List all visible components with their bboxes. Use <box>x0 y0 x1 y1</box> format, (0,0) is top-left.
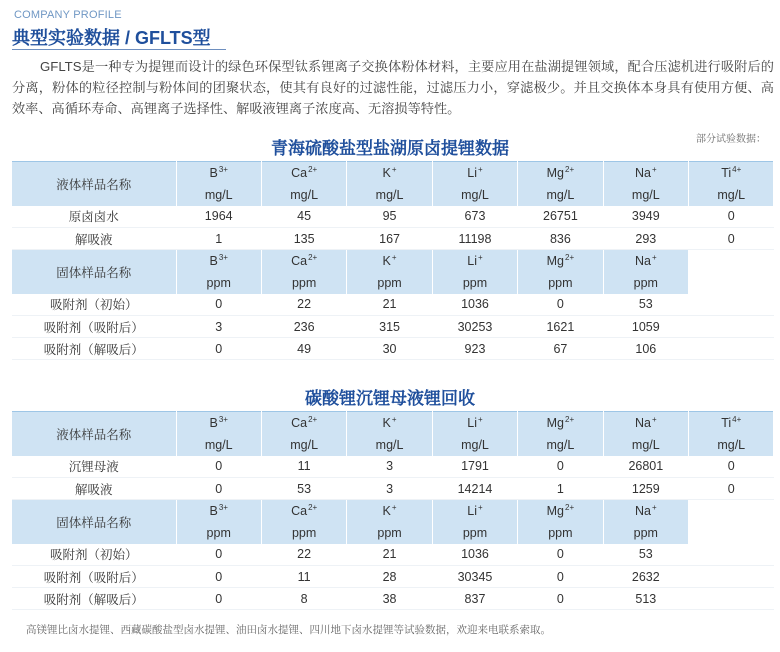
sample-name: 吸附剂（吸附后） <box>12 566 176 588</box>
ion-header <box>261 412 346 434</box>
ion-symbol: K <box>382 253 391 268</box>
company-profile-label: COMPANY PROFILE <box>14 9 122 21</box>
value-cell: 26801 <box>603 456 688 478</box>
ion-charge: 3+ <box>218 252 228 262</box>
sample-name: 吸附剂（解吸后） <box>12 338 176 360</box>
value-cell: 513 <box>603 588 688 610</box>
unit-cell: mg/L <box>603 184 688 206</box>
value-cell: 3949 <box>603 206 688 228</box>
unit-cell: ppm <box>518 272 603 294</box>
ion-header <box>176 412 261 434</box>
value-cell: 1621 <box>518 316 603 338</box>
liquid-data-row <box>12 228 774 250</box>
solid-data-row <box>12 338 774 360</box>
sample-name: 吸附剂（吸附后） <box>12 316 176 338</box>
ion-symbol: Na <box>634 415 651 430</box>
value-cell: 30 <box>347 338 432 360</box>
value-cell: 293 <box>603 228 688 250</box>
ion-header <box>518 250 603 272</box>
value-cell: 837 <box>432 588 517 610</box>
value-cell: 3 <box>347 478 432 500</box>
empty-cell <box>689 588 774 610</box>
ion-symbol: Ca <box>291 165 308 180</box>
ion-header <box>347 250 432 272</box>
ion-header <box>432 250 517 272</box>
value-cell: 0 <box>518 544 603 566</box>
value-cell: 0 <box>176 544 261 566</box>
ion-symbol: Mg <box>546 253 565 268</box>
solid-ion-row <box>12 500 774 522</box>
ion-symbol: K <box>382 415 391 430</box>
value-cell: 49 <box>261 338 346 360</box>
ion-header <box>176 162 261 184</box>
value-cell: 135 <box>261 228 346 250</box>
value-cell: 0 <box>689 456 774 478</box>
unit-cell: mg/L <box>603 434 688 456</box>
ion-symbol: K <box>382 165 391 180</box>
ion-symbol: Li <box>467 253 477 268</box>
section2-title: 碳酸锂沉锂母液锂回收 <box>305 389 475 408</box>
ion-header <box>518 500 603 522</box>
empty-cell <box>689 566 774 588</box>
value-cell: 0 <box>176 566 261 588</box>
solid-data-row <box>12 316 774 338</box>
ion-charge: + <box>651 414 657 424</box>
value-cell: 30345 <box>432 566 517 588</box>
ion-charge: + <box>391 414 397 424</box>
liquid-data-row <box>12 206 774 228</box>
empty-cell <box>689 294 774 316</box>
ion-header <box>261 162 346 184</box>
ion-charge: 2+ <box>565 502 575 512</box>
ion-symbol: B <box>209 253 218 268</box>
ion-symbol: B <box>209 165 218 180</box>
value-cell: 1259 <box>603 478 688 500</box>
ion-symbol: Mg <box>546 415 565 430</box>
value-cell: 1036 <box>432 294 517 316</box>
value-cell: 21 <box>347 294 432 316</box>
unit-cell: ppm <box>603 522 688 544</box>
sample-name: 吸附剂（初始） <box>12 294 176 316</box>
ion-header <box>603 412 688 434</box>
value-cell: 22 <box>261 294 346 316</box>
liquid-sample-name-header: 液体样品名称 <box>12 412 176 456</box>
unit-cell: mg/L <box>689 184 774 206</box>
unit-cell: mg/L <box>518 434 603 456</box>
ion-charge: 2+ <box>565 414 575 424</box>
ion-symbol: B <box>209 415 218 430</box>
ion-symbol: Ca <box>291 503 308 518</box>
ion-charge: 2+ <box>565 252 575 262</box>
value-cell: 0 <box>518 566 603 588</box>
ion-symbol: Ca <box>291 253 308 268</box>
empty-cell <box>689 544 774 566</box>
solid-data-row <box>12 588 774 610</box>
unit-cell: mg/L <box>432 184 517 206</box>
ion-charge: + <box>478 502 483 512</box>
solid-ion-row <box>12 250 774 272</box>
unit-cell: mg/L <box>261 184 346 206</box>
ion-header <box>432 162 517 184</box>
unit-cell: mg/L <box>518 184 603 206</box>
value-cell: 28 <box>347 566 432 588</box>
solid-data-row <box>12 294 774 316</box>
unit-cell: ppm <box>261 272 346 294</box>
value-cell: 45 <box>261 206 346 228</box>
ion-symbol: Na <box>634 503 651 518</box>
ion-charge: + <box>391 502 397 512</box>
solid-data-row <box>12 544 774 566</box>
ion-header <box>347 412 432 434</box>
ion-header <box>261 250 346 272</box>
value-cell: 0 <box>518 294 603 316</box>
ion-charge: 2+ <box>308 252 318 262</box>
ion-symbol: Li <box>467 415 477 430</box>
value-cell: 1 <box>518 478 603 500</box>
value-cell: 673 <box>432 206 517 228</box>
value-cell: 38 <box>347 588 432 610</box>
sample-name: 吸附剂（初始） <box>12 544 176 566</box>
unit-cell: mg/L <box>176 184 261 206</box>
value-cell: 1 <box>176 228 261 250</box>
value-cell: 236 <box>261 316 346 338</box>
value-cell: 0 <box>689 228 774 250</box>
value-cell: 3 <box>347 456 432 478</box>
value-cell: 836 <box>518 228 603 250</box>
data-table-brine <box>12 161 774 360</box>
ion-charge: 2+ <box>308 164 318 174</box>
section1-title: 青海硫酸盐型盐湖原卤提锂数据 <box>271 139 509 158</box>
ion-charge: 3+ <box>218 502 228 512</box>
footer-note: 高镁锂比卤水提锂、西藏碳酸盐型卤水提锂、油田卤水提锂、四川地下卤水提锂等试验数据，欢迎来电联系索取。 <box>26 624 551 636</box>
value-cell: 95 <box>347 206 432 228</box>
ion-charge: 2+ <box>308 414 318 424</box>
liquid-data-row <box>12 456 774 478</box>
data-table-mother-liquor <box>12 411 774 610</box>
page-title: 典型实验数据 / GFLTS型 <box>12 28 211 48</box>
value-cell: 14214 <box>432 478 517 500</box>
ion-charge: 3+ <box>218 414 228 424</box>
ion-symbol: Mg <box>546 503 565 518</box>
ion-header <box>689 162 774 184</box>
unit-cell: mg/L <box>347 434 432 456</box>
ion-header <box>603 250 688 272</box>
value-cell: 1059 <box>603 316 688 338</box>
value-cell: 0 <box>518 588 603 610</box>
ion-header <box>176 250 261 272</box>
value-cell: 923 <box>432 338 517 360</box>
ion-symbol: Ca <box>291 415 308 430</box>
solid-sample-name-header: 固体样品名称 <box>12 500 176 544</box>
value-cell: 0 <box>176 478 261 500</box>
sample-name: 沉锂母液 <box>12 456 176 478</box>
ion-header <box>689 412 774 434</box>
value-cell: 0 <box>518 456 603 478</box>
unit-cell: ppm <box>518 522 603 544</box>
ion-header <box>603 500 688 522</box>
unit-cell: ppm <box>347 272 432 294</box>
ion-symbol: Ti <box>721 165 732 180</box>
intro-paragraph: GFLTS是一种专为提锂而设计的绿色环保型钛系锂离子交换体粉体材料，主要应用在盐湖提锂领域，配合压滤机进行吸附后的分离，粉体的粒径控制与粉体间的团聚状态，使其有良好的过滤性能，过滤压力小，穿滤极少。并且交换体本身具有使用方便、高效率、高循环寿命、高锂离子选择性、解吸液锂离子浓度高、无溶损等特性。 <box>12 59 774 116</box>
value-cell: 21 <box>347 544 432 566</box>
ion-header <box>518 412 603 434</box>
empty-cell <box>689 522 774 544</box>
unit-cell: ppm <box>432 522 517 544</box>
ion-symbol: Li <box>467 165 477 180</box>
value-cell: 26751 <box>518 206 603 228</box>
value-cell: 8 <box>261 588 346 610</box>
value-cell: 0 <box>689 206 774 228</box>
solid-data-row <box>12 566 774 588</box>
ion-charge: 4+ <box>732 164 742 174</box>
ion-header <box>432 412 517 434</box>
unit-cell: mg/L <box>347 184 432 206</box>
empty-cell <box>689 500 774 522</box>
unit-cell: ppm <box>432 272 517 294</box>
ion-header <box>603 162 688 184</box>
empty-cell <box>689 316 774 338</box>
title-underline <box>12 49 226 50</box>
ion-symbol: Mg <box>546 165 565 180</box>
ion-charge: + <box>651 502 657 512</box>
sample-name: 吸附剂（解吸后） <box>12 588 176 610</box>
solid-sample-name-header: 固体样品名称 <box>12 250 176 294</box>
value-cell: 67 <box>518 338 603 360</box>
ion-charge: + <box>478 164 483 174</box>
unit-cell: ppm <box>176 522 261 544</box>
ion-charge: + <box>478 252 483 262</box>
ion-header <box>261 500 346 522</box>
ion-header <box>347 500 432 522</box>
unit-cell: mg/L <box>261 434 346 456</box>
unit-cell: ppm <box>176 272 261 294</box>
ion-charge: + <box>651 164 657 174</box>
unit-cell: ppm <box>261 522 346 544</box>
value-cell: 3 <box>176 316 261 338</box>
ion-header <box>518 162 603 184</box>
value-cell: 0 <box>176 456 261 478</box>
unit-cell: mg/L <box>689 434 774 456</box>
unit-cell: ppm <box>347 522 432 544</box>
ion-symbol: B <box>209 503 218 518</box>
ion-symbol: K <box>382 503 391 518</box>
ion-charge: + <box>391 252 397 262</box>
ion-symbol: Ti <box>721 415 732 430</box>
value-cell: 11 <box>261 456 346 478</box>
liquid-sample-name-header: 液体样品名称 <box>12 162 176 206</box>
ion-charge: 3+ <box>218 164 228 174</box>
sample-name: 解吸液 <box>12 478 176 500</box>
value-cell: 167 <box>347 228 432 250</box>
value-cell: 30253 <box>432 316 517 338</box>
ion-charge: 4+ <box>732 414 742 424</box>
ion-header <box>347 162 432 184</box>
empty-cell <box>689 272 774 294</box>
ion-symbol: Na <box>634 165 651 180</box>
value-cell: 11198 <box>432 228 517 250</box>
liquid-ion-row <box>12 162 774 184</box>
ion-charge: + <box>651 252 657 262</box>
ion-header <box>176 500 261 522</box>
ion-charge: 2+ <box>565 164 575 174</box>
value-cell: 53 <box>603 294 688 316</box>
value-cell: 22 <box>261 544 346 566</box>
ion-charge: + <box>478 414 483 424</box>
value-cell: 0 <box>176 294 261 316</box>
liquid-data-row <box>12 478 774 500</box>
ion-charge: 2+ <box>308 502 318 512</box>
value-cell: 0 <box>176 338 261 360</box>
ion-symbol: Na <box>634 253 651 268</box>
ion-header <box>432 500 517 522</box>
ion-charge: + <box>391 164 397 174</box>
sample-name: 解吸液 <box>12 228 176 250</box>
value-cell: 53 <box>261 478 346 500</box>
unit-cell: mg/L <box>176 434 261 456</box>
value-cell: 0 <box>176 588 261 610</box>
value-cell: 1964 <box>176 206 261 228</box>
partial-data-note: 部分试验数据： <box>696 134 766 145</box>
value-cell: 1036 <box>432 544 517 566</box>
value-cell: 11 <box>261 566 346 588</box>
empty-cell <box>689 338 774 360</box>
value-cell: 2632 <box>603 566 688 588</box>
value-cell: 0 <box>689 478 774 500</box>
sample-name: 原卤卤水 <box>12 206 176 228</box>
value-cell: 53 <box>603 544 688 566</box>
value-cell: 106 <box>603 338 688 360</box>
ion-symbol: Li <box>467 503 477 518</box>
unit-cell: ppm <box>603 272 688 294</box>
unit-cell: mg/L <box>432 434 517 456</box>
empty-cell <box>689 250 774 272</box>
value-cell: 315 <box>347 316 432 338</box>
value-cell: 1791 <box>432 456 517 478</box>
liquid-ion-row <box>12 412 774 434</box>
